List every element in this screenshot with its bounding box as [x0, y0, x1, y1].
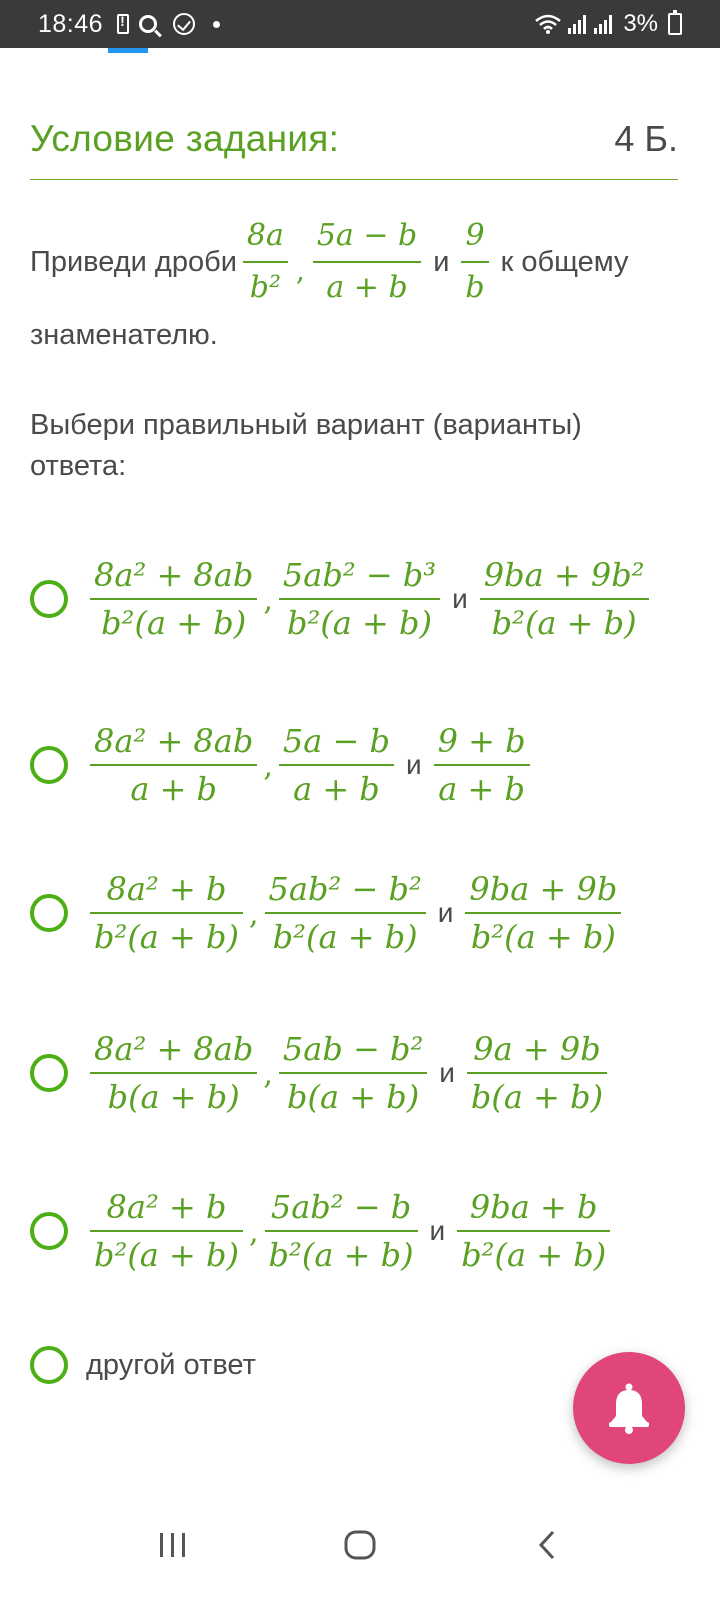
answer-option-2[interactable] — [30, 722, 690, 808]
comma: , — [263, 1057, 273, 1092]
fraction-bar — [90, 912, 243, 914]
fraction-bar — [461, 261, 488, 263]
fraction-numerator: 8a² + 8ab — [94, 1030, 254, 1068]
option-fraction-2 — [265, 1188, 418, 1274]
home-button[interactable] — [330, 1515, 390, 1575]
option-fraction-3 — [467, 1030, 607, 1116]
fraction-denominator: b(a + b) — [470, 1078, 604, 1116]
option-fraction-3 — [434, 722, 530, 808]
fraction-denominator: b²(a + b) — [287, 604, 432, 642]
fraction-bar — [90, 1072, 257, 1074]
check-circle-icon — [173, 13, 195, 35]
fraction-numerator: 5ab² − b — [270, 1188, 412, 1226]
fraction-numerator: 5a − b — [316, 218, 418, 253]
conjunction: и — [452, 583, 468, 614]
fraction-numerator: 5ab² − b³ — [282, 556, 437, 594]
fraction-bar — [243, 261, 288, 263]
conjunction: и — [433, 245, 450, 278]
system-nav-bar — [0, 1490, 720, 1600]
fraction-numerator: 8a² + b — [106, 870, 227, 908]
recent-apps-button[interactable] — [143, 1515, 203, 1575]
task-statement — [30, 212, 635, 312]
option-fraction-2 — [279, 1030, 427, 1116]
recent-apps-icon — [157, 1531, 189, 1559]
fraction-bar — [465, 912, 621, 914]
radio-button[interactable] — [30, 580, 68, 618]
fraction-numerator: 8a² + 8ab — [94, 556, 254, 594]
fraction-bar — [279, 598, 440, 600]
answer-option-1[interactable] — [30, 556, 690, 642]
option-fraction-3 — [457, 1188, 610, 1274]
battery-percent: 3% — [623, 10, 658, 37]
status-bar — [0, 0, 720, 48]
option-fraction-2 — [265, 870, 426, 956]
fraction-numerator: 9ba + 9b — [469, 870, 618, 908]
notification-dot-icon — [213, 21, 220, 28]
fraction-denominator: b(a + b) — [107, 1078, 240, 1116]
fraction-numerator: 9 + b — [437, 722, 526, 760]
fraction-denominator: b² — [249, 270, 282, 305]
battery-icon — [668, 13, 682, 35]
other-answer-label: другой ответ — [86, 1348, 256, 1381]
radio-button[interactable] — [30, 746, 68, 784]
task-points: 4 Б. — [614, 118, 678, 159]
fraction-denominator: b²(a + b) — [94, 1236, 239, 1274]
conjunction: и — [437, 897, 454, 928]
fraction-numerator: 9 — [465, 218, 485, 253]
fraction-bar — [265, 912, 426, 914]
task-header — [30, 118, 678, 180]
fraction-denominator: b(a + b) — [287, 1078, 420, 1116]
radio-button[interactable] — [30, 1212, 68, 1250]
fraction-bar — [90, 598, 257, 600]
fraction-bar — [457, 1230, 610, 1232]
search-icon — [139, 15, 157, 33]
answer-option-3[interactable] — [30, 870, 690, 956]
conjunction: и — [429, 1215, 446, 1246]
fraction-denominator: b²(a + b) — [470, 918, 616, 956]
fraction-bar — [279, 764, 394, 766]
task-fraction-3 — [461, 215, 488, 309]
answer-option-5[interactable] — [30, 1188, 690, 1274]
radio-button[interactable] — [30, 1346, 68, 1384]
fraction-denominator: b²(a + b) — [272, 918, 418, 956]
fraction-numerator: 8a² + 8ab — [94, 722, 254, 760]
option-fraction-1 — [90, 870, 243, 956]
answer-option-4[interactable] — [30, 1030, 690, 1116]
fraction-bar — [90, 1230, 243, 1232]
fraction-bar — [279, 1072, 427, 1074]
radio-button[interactable] — [30, 894, 68, 932]
option-fraction-2 — [279, 722, 394, 808]
fraction-denominator: a + b — [130, 770, 218, 808]
signal-icon-2 — [593, 14, 613, 34]
fraction-denominator: b²(a + b) — [268, 1236, 414, 1274]
task-suffix: к общему — [500, 245, 629, 278]
fraction-denominator: b²(a + b) — [101, 604, 247, 642]
fraction-denominator: a + b — [326, 270, 408, 305]
comma: , — [295, 253, 305, 287]
comma: , — [263, 583, 273, 618]
fraction-numerator: 8a — [246, 218, 284, 253]
fraction-denominator: b²(a + b) — [94, 918, 239, 956]
conjunction: и — [405, 749, 422, 780]
option-fraction-2 — [279, 556, 440, 642]
comma: , — [263, 749, 273, 784]
option-fraction-1 — [90, 1030, 257, 1116]
progress-indicator — [108, 48, 148, 53]
conjunction: и — [439, 1057, 455, 1088]
fraction-denominator: b²(a + b) — [491, 604, 637, 642]
task-fraction-1 — [243, 215, 288, 309]
task-prefix: Приведи дроби — [30, 245, 237, 278]
signal-icon — [567, 14, 587, 34]
bell-icon — [599, 1378, 659, 1438]
status-time: 18:46 — [38, 9, 104, 38]
fraction-bar — [90, 764, 257, 766]
radio-button[interactable] — [30, 1054, 68, 1092]
fraction-denominator: a + b — [293, 770, 380, 808]
fraction-numerator: 5ab² − b² — [268, 870, 422, 908]
option-fraction-3 — [465, 870, 621, 956]
comma: , — [249, 897, 259, 932]
battery-alert-icon — [117, 14, 129, 34]
fraction-numerator: 5a − b — [282, 722, 390, 760]
home-icon — [343, 1529, 377, 1561]
task-fraction-2 — [313, 215, 421, 309]
option-fraction-3 — [480, 556, 649, 642]
fraction-bar — [480, 598, 649, 600]
back-icon — [535, 1529, 559, 1561]
fraction-denominator: b — [465, 270, 485, 305]
wifi-icon — [535, 13, 561, 35]
fraction-numerator: 5ab − b² — [282, 1030, 424, 1068]
page-title: Условие задания: — [30, 118, 340, 159]
fraction-denominator: b²(a + b) — [461, 1236, 607, 1274]
fraction-bar — [434, 764, 530, 766]
fraction-denominator: a + b — [438, 770, 525, 808]
comma: , — [249, 1215, 259, 1250]
fraction-numerator: 9a + 9b — [473, 1030, 601, 1068]
task-instruction: Выбери правильный вариант (варианты) ответа: — [30, 409, 582, 482]
fraction-numerator: 9ba + 9b² — [483, 556, 645, 594]
option-fraction-1 — [90, 1188, 243, 1274]
back-button[interactable] — [517, 1515, 577, 1575]
fraction-numerator: 9ba + b — [469, 1188, 598, 1226]
fraction-bar — [313, 261, 421, 263]
option-fraction-1 — [90, 556, 257, 642]
task-line-2: знаменателю. — [30, 319, 218, 351]
notification-fab[interactable] — [573, 1352, 685, 1464]
fraction-bar — [467, 1072, 607, 1074]
option-fraction-1 — [90, 722, 257, 808]
fraction-bar — [265, 1230, 418, 1232]
fraction-numerator: 8a² + b — [106, 1188, 227, 1226]
